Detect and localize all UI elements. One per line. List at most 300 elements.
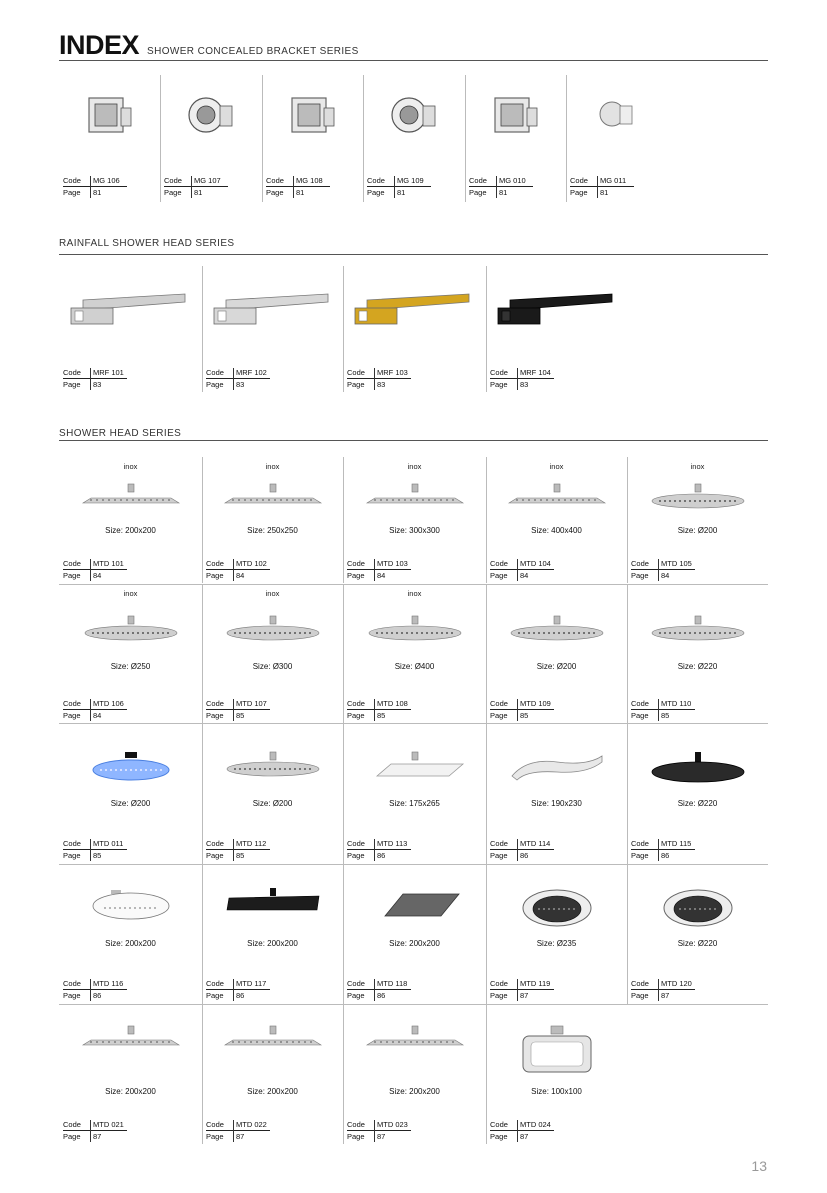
product-page: 87 [520,991,529,1000]
code-separator [90,176,91,198]
product-page: 83 [520,380,529,389]
code-separator [374,559,375,581]
code-underline [266,186,330,187]
code-page-block [628,559,708,583]
code-page-block [60,559,140,583]
code-separator [90,368,91,390]
page-label: Page [490,851,508,860]
product-page: 86 [93,991,102,1000]
page-label: Page [490,380,508,389]
code-separator [374,839,375,861]
code-label: Code [490,1120,508,1129]
code-page-block [487,1120,567,1144]
code-underline [63,569,127,570]
code-page-block [487,699,567,723]
code-page-block [487,839,567,863]
code-underline [490,1130,554,1131]
product-page: 83 [93,380,102,389]
code-label: Code [631,559,649,568]
code-page-block [60,368,140,392]
size-label: Size: 200x200 [389,1087,440,1096]
page-label: Page [206,1132,224,1141]
product-code: MTD 108 [377,699,408,708]
rainfall-head-icon [494,280,619,340]
product-code: MTD 024 [520,1120,551,1129]
product-page: 84 [93,571,102,580]
code-label: Code [206,368,224,377]
material-label: inox [407,462,422,471]
size-label: Size: Ø220 [677,662,718,671]
code-page-block [344,559,424,583]
product-code: MRF 102 [236,368,267,377]
product-code: MTD 113 [377,839,408,848]
shower-head-icon [360,616,470,666]
row-divider [59,864,768,865]
code-separator [90,699,91,721]
product-page: 87 [236,1132,245,1141]
size-label: Size: 175x265 [389,799,440,808]
code-underline [631,849,695,850]
size-label: Size: 400x400 [531,526,582,535]
page-label: Page [490,571,508,580]
code-underline [206,569,270,570]
product-code: MTD 119 [520,979,551,988]
square-bracket-icon [284,88,344,148]
product-page: 81 [93,188,102,197]
shower-head-icon [643,752,753,802]
code-label: Code [63,368,81,377]
page-label: Page [490,1132,508,1141]
code-label: Code [206,839,224,848]
size-label: Size: 200x200 [105,526,156,535]
code-underline [490,989,554,990]
product-page: 84 [661,571,670,580]
code-label: Code [347,368,365,377]
size-label: Size: 200x200 [105,1087,156,1096]
code-label: Code [631,839,649,848]
code-separator [233,979,234,1001]
product-page: 81 [397,188,406,197]
page-label: Page [63,711,81,720]
code-separator [90,1120,91,1142]
shower-head-icon [76,616,186,666]
page-label: Page [631,991,649,1000]
code-page-block [203,1120,283,1144]
page-label: Page [347,571,365,580]
page-label: Page [631,571,649,580]
material-label: inox [265,589,280,598]
product-page: 85 [236,711,245,720]
product-code: MTD 116 [93,979,124,988]
code-label: Code [347,699,365,708]
page-label: Page [347,851,365,860]
code-separator [233,839,234,861]
shower-head-icon [643,616,753,666]
code-underline [206,709,270,710]
code-label: Code [367,176,385,185]
code-separator [517,368,518,390]
size-label: Size: Ø220 [677,799,718,808]
code-underline [347,1130,411,1131]
code-underline [206,989,270,990]
code-separator [658,979,659,1001]
code-page-block [487,368,567,392]
section-title-brackets: SHOWER CONCEALED BRACKET SERIES [147,46,359,57]
code-page-block [487,559,567,583]
code-underline [63,378,127,379]
code-underline [490,849,554,850]
code-separator [658,699,659,721]
page-label: Page [490,991,508,1000]
size-label: Size: Ø200 [536,662,577,671]
page-label: Page [347,711,365,720]
code-page-block [567,176,647,200]
size-label: Size: 200x200 [247,1087,298,1096]
code-underline [490,378,554,379]
product-page: 86 [377,851,386,860]
code-underline [206,849,270,850]
code-page-block [60,1120,140,1144]
page-label: Page [164,188,182,197]
code-separator [293,176,294,198]
product-code: MTD 107 [236,699,267,708]
row-divider [59,723,768,724]
page-label: Page [206,991,224,1000]
code-underline [631,709,695,710]
shower-head-icon [360,752,470,802]
code-separator [90,979,91,1001]
code-underline [347,378,411,379]
code-underline [367,186,431,187]
shower-head-icon [218,616,328,666]
size-label: Size: 200x200 [105,939,156,948]
page-label: Page [206,380,224,389]
code-underline [490,709,554,710]
page-label: Page [631,711,649,720]
product-page: 85 [236,851,245,860]
code-separator [517,699,518,721]
code-separator [233,559,234,581]
code-page-block [161,176,241,200]
size-label: Size: Ø235 [536,939,577,948]
page-label: Page [206,711,224,720]
code-label: Code [490,839,508,848]
code-label: Code [631,699,649,708]
round-holder-icon [588,88,648,148]
page-label: Page [63,188,81,197]
size-label: Size: 250x250 [247,526,298,535]
code-separator [233,699,234,721]
code-underline [63,1130,127,1131]
page-label: Page [347,991,365,1000]
code-label: Code [469,176,487,185]
shower-head-icon [502,616,612,666]
product-page: 86 [236,991,245,1000]
round-bracket-icon [385,88,445,148]
size-label: Size: 190x230 [531,799,582,808]
product-code: MTD 103 [377,559,408,568]
code-separator [517,559,518,581]
code-underline [347,989,411,990]
code-label: Code [266,176,284,185]
code-label: Code [490,699,508,708]
product-code: MTD 109 [520,699,551,708]
code-label: Code [206,979,224,988]
product-code: MRF 104 [520,368,551,377]
code-page-block [364,176,444,200]
code-separator [233,368,234,390]
code-page-block [628,839,708,863]
row-divider [59,584,768,585]
code-page-block [60,979,140,1003]
code-underline [570,186,634,187]
product-code: MTD 022 [236,1120,267,1129]
product-page: 87 [520,1132,529,1141]
square-holder-icon [487,88,547,148]
code-separator [374,1120,375,1142]
code-separator [394,176,395,198]
shower-head-icon [218,752,328,802]
code-page-block [263,176,343,200]
rainfall-rule [59,254,768,255]
code-label: Code [63,699,81,708]
code-page-block [466,176,546,200]
code-separator [597,176,598,198]
code-label: Code [490,559,508,568]
code-label: Code [347,559,365,568]
code-label: Code [63,979,81,988]
code-underline [63,186,127,187]
code-separator [658,559,659,581]
round-bracket-icon [182,88,242,148]
page-label: Page [206,571,224,580]
product-page: 85 [377,711,386,720]
product-code: MG 108 [296,176,323,185]
product-code: MTD 118 [377,979,408,988]
size-label: Size: 300x300 [389,526,440,535]
code-label: Code [631,979,649,988]
product-code: MRF 101 [93,368,124,377]
shower-head-icon [360,888,470,938]
code-separator [496,176,497,198]
product-page: 81 [194,188,203,197]
code-separator [517,1120,518,1142]
page-label: Page [63,571,81,580]
page-label: Page [63,1132,81,1141]
code-underline [631,569,695,570]
code-label: Code [206,699,224,708]
code-page-block [628,699,708,723]
product-code: MTD 023 [377,1120,408,1129]
material-label: inox [123,462,138,471]
product-code: MTD 011 [93,839,124,848]
code-page-block [344,699,424,723]
page-label: Page [469,188,487,197]
page-label: Page [63,380,81,389]
showerhead-rule [59,440,768,441]
code-separator [374,368,375,390]
page-number: 13 [751,1158,767,1174]
product-code: MTD 110 [661,699,692,708]
code-underline [631,989,695,990]
product-page: 87 [93,1132,102,1141]
code-separator [90,559,91,581]
code-label: Code [347,979,365,988]
product-page: 84 [93,711,102,720]
product-code: MG 107 [194,176,221,185]
code-page-block [203,699,283,723]
page-label: Page [266,188,284,197]
code-page-block [203,368,283,392]
rainfall-head-icon [67,280,192,340]
material-label: inox [407,589,422,598]
product-page: 81 [600,188,609,197]
code-label: Code [490,368,508,377]
product-code: MTD 115 [661,839,692,848]
code-page-block [60,176,140,200]
product-code: MG 010 [499,176,526,185]
size-label: Size: Ø220 [677,939,718,948]
shower-head-icon [76,888,186,938]
code-page-block [487,979,567,1003]
code-separator [374,699,375,721]
product-page: 85 [93,851,102,860]
code-label: Code [206,559,224,568]
code-label: Code [490,979,508,988]
product-page: 87 [377,1132,386,1141]
page-label: Page [206,851,224,860]
material-label: inox [265,462,280,471]
code-label: Code [63,1120,81,1129]
shower-head-icon [360,1026,470,1076]
product-page: 81 [296,188,305,197]
page-label: Page [63,851,81,860]
code-separator [233,1120,234,1142]
page-label: Page [490,711,508,720]
code-separator [90,839,91,861]
product-code: MTD 106 [93,699,124,708]
code-page-block [60,699,140,723]
page-label: Page [367,188,385,197]
size-label: Size: Ø200 [110,799,151,808]
code-page-block [60,839,140,863]
product-page: 83 [236,380,245,389]
code-underline [63,989,127,990]
product-code: MTD 114 [520,839,551,848]
product-page: 86 [661,851,670,860]
product-page: 86 [377,991,386,1000]
code-separator [374,979,375,1001]
code-label: Code [206,1120,224,1129]
product-page: 84 [377,571,386,580]
product-page: 84 [520,571,529,580]
code-label: Code [347,839,365,848]
product-code: MTD 021 [93,1120,124,1129]
shower-head-icon [502,888,612,938]
product-page: 85 [661,711,670,720]
product-page: 83 [377,380,386,389]
code-separator [191,176,192,198]
product-code: MG 011 [600,176,627,185]
product-code: MTD 117 [236,979,267,988]
size-label: Size: Ø200 [677,526,718,535]
size-label: Size: Ø200 [252,799,293,808]
code-underline [490,569,554,570]
size-label: Size: 200x200 [247,939,298,948]
product-page: 81 [499,188,508,197]
code-underline [63,849,127,850]
material-label: inox [690,462,705,471]
code-separator [517,839,518,861]
size-label: Size: Ø300 [252,662,293,671]
shower-head-icon [218,1026,328,1076]
page-title: INDEX [59,30,140,60]
size-label: Size: 100x100 [531,1087,582,1096]
size-label: Size: Ø250 [110,662,151,671]
product-code: MTD 102 [236,559,267,568]
product-code: MG 106 [93,176,120,185]
product-page: 87 [661,991,670,1000]
size-label: Size: 200x200 [389,939,440,948]
title-rule [59,60,768,61]
code-underline [206,1130,270,1131]
code-underline [469,186,533,187]
product-code: MTD 105 [661,559,692,568]
shower-head-icon [502,752,612,802]
code-separator [658,839,659,861]
product-code: MG 109 [397,176,424,185]
rainfall-head-icon [210,280,335,340]
code-label: Code [164,176,182,185]
section-title-rainfall: RAINFALL SHOWER HEAD SERIES [59,238,235,249]
product-code: MTD 112 [236,839,267,848]
shower-head-icon [218,888,328,938]
rainfall-head-icon [351,280,476,340]
product-page: 86 [520,851,529,860]
code-page-block [344,1120,424,1144]
page-label: Page [631,851,649,860]
code-label: Code [63,559,81,568]
code-underline [347,849,411,850]
section-title-showerheads: SHOWER HEAD SERIES [59,428,182,439]
page-label: Page [570,188,588,197]
code-page-block [628,979,708,1003]
product-code: MTD 101 [93,559,124,568]
product-page: 85 [520,711,529,720]
product-page: 84 [236,571,245,580]
code-page-block [344,839,424,863]
code-page-block [203,839,283,863]
product-code: MRF 103 [377,368,408,377]
page-label: Page [347,1132,365,1141]
code-page-block [203,979,283,1003]
shower-head-icon [643,888,753,938]
code-underline [347,569,411,570]
shower-head-icon [76,1026,186,1076]
code-underline [164,186,228,187]
code-page-block [344,368,424,392]
shower-head-icon [76,752,186,802]
code-label: Code [63,176,81,185]
size-label: Size: Ø400 [394,662,435,671]
code-separator [517,979,518,1001]
code-underline [347,709,411,710]
code-label: Code [570,176,588,185]
material-label: inox [549,462,564,471]
material-label: inox [123,589,138,598]
page-label: Page [63,991,81,1000]
code-page-block [344,979,424,1003]
